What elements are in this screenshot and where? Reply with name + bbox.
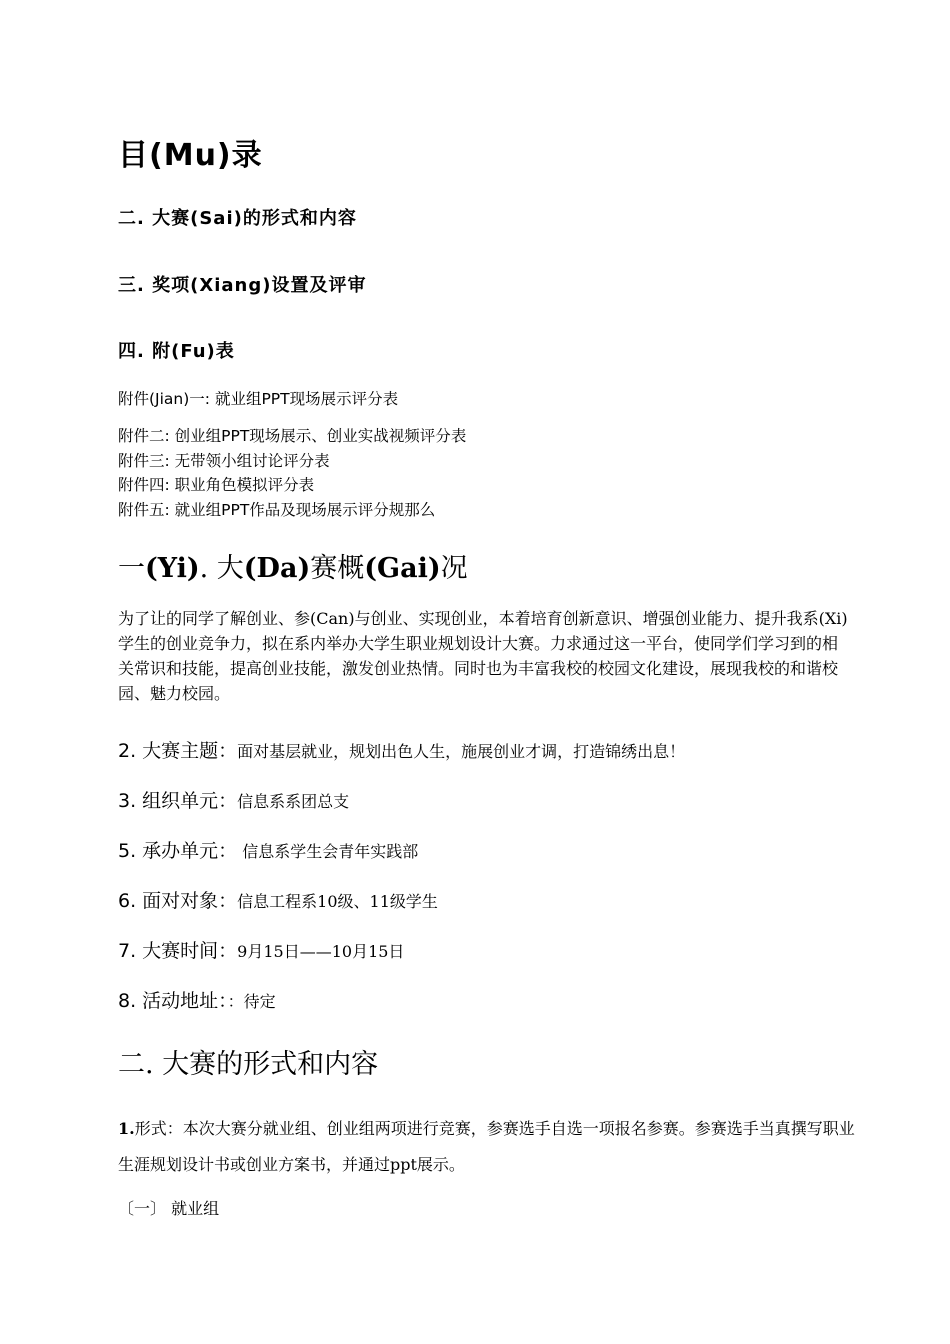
toc-item-form-content: 二. 大赛(Sai)的形式和内容 bbox=[118, 208, 357, 229]
info-host: 5. 承办单元： 信息系学生会青年实践部 bbox=[118, 840, 419, 862]
toc-attachment-4: 附件四: 职业角色模拟评分表 bbox=[118, 476, 315, 494]
info-time: 7. 大赛时间：9月15日——10月15日 bbox=[118, 940, 405, 962]
toc-attachment-2: 附件二: 创业组PPT现场展示、创业实战视频评分表 bbox=[118, 427, 467, 445]
section-2-sub-employment: 〔一〕 就业组 bbox=[118, 1199, 220, 1218]
info-location: 8. 活动地址：：待定 bbox=[118, 990, 276, 1012]
info-theme: 2. 大赛主题：面对基层就业，规划出色人生，施展创业才调，打造锦绣出息！ bbox=[118, 740, 686, 762]
toc-attachment-3: 附件三: 无带领小组讨论评分表 bbox=[118, 452, 330, 470]
toc-item-awards: 三. 奖项(Xiang)设置及评审 bbox=[118, 275, 367, 296]
toc-attachment-5: 附件五: 就业组PPT作品及现场展示评分规那么 bbox=[118, 501, 436, 519]
section-1-intro: 为了让的同学了解创业、参(Can)与创业、实现创业，本着培育创新意识、增强创业能力、提升我系(Xi)学生的创业竞争力，拟在系内举办大学生职业规划设计大赛。力求通过这一平台，使同学们学习到的相关常识和技能，提高创业技能，激发创业热情。同时也为丰富我校的校园文化建设，展现我校的和谐校园、魅力校园。 bbox=[118, 609, 848, 703]
info-organizer: 3. 组织单元：信息系系团总支 bbox=[118, 790, 350, 812]
section-1-heading: 一(Yi). 大(Da)赛概(Gai)况 bbox=[118, 553, 468, 584]
section-2-heading: 二. 大赛的形式和内容 bbox=[118, 1049, 379, 1080]
toc-item-appendix: 四. 附(Fu)表 bbox=[118, 341, 235, 362]
section-2-form-paragraph: 1.形式：本次大赛分就业组、创业组两项进行竞赛，参赛选手自选一项报名参赛。参赛选手当真撰写职业生涯规划设计书或创业方案书，并通过ppt展示。 bbox=[118, 1119, 855, 1174]
toc-title: 目(Mu)录 bbox=[118, 138, 263, 173]
toc-attachment-1: 附件(Jian)一: 就业组PPT现场展示评分表 bbox=[118, 390, 399, 408]
info-audience: 6. 面对对象：信息工程系10级、11级学生 bbox=[118, 890, 438, 912]
